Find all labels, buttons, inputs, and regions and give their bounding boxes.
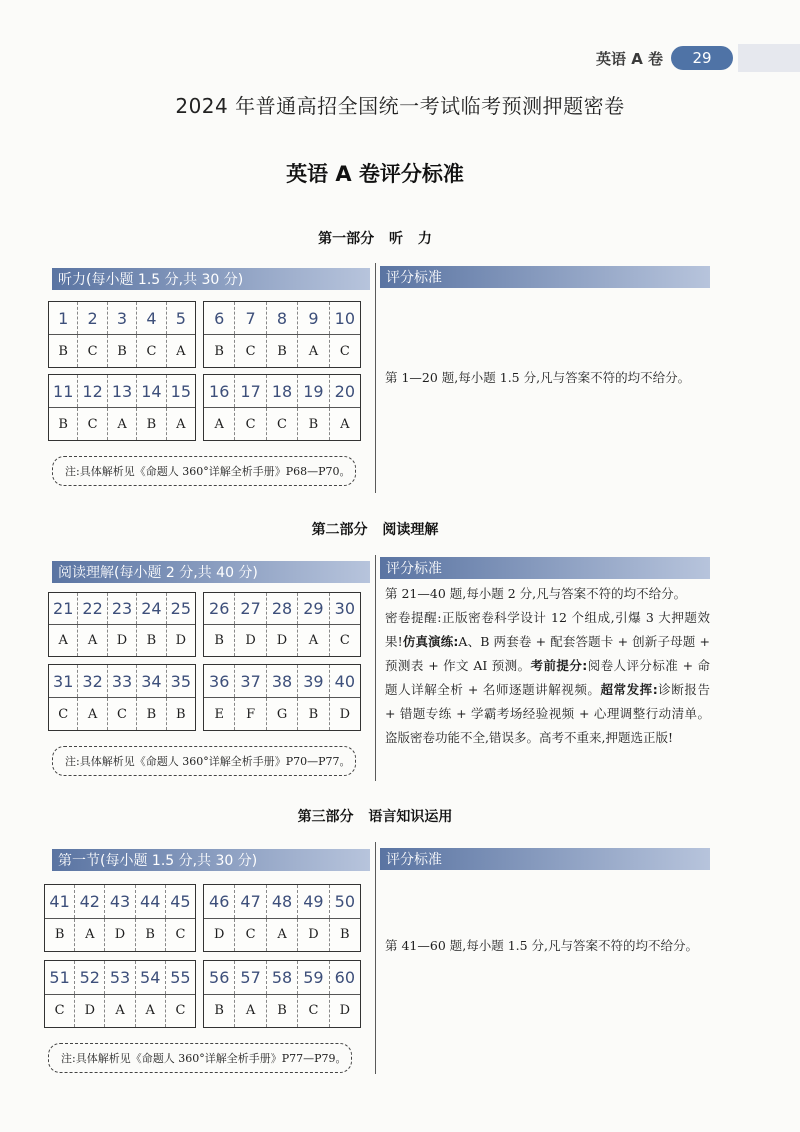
document-title: 英语 A 卷评分标准	[286, 162, 464, 186]
answer-letter: D	[74, 995, 104, 1028]
question-number: 37	[234, 665, 265, 697]
question-number: 18	[266, 375, 297, 407]
answer-letter: B	[297, 408, 328, 440]
question-number: 54	[135, 961, 165, 994]
answer-letter: D	[266, 625, 297, 656]
answer-box-6-10	[203, 301, 361, 368]
question-number: 47	[234, 885, 265, 918]
answer-letter: A	[297, 625, 328, 656]
answer-letter: C	[297, 995, 328, 1028]
question-number: 9	[297, 302, 328, 334]
answer-letter: A	[77, 698, 106, 730]
answer-letter: G	[266, 698, 297, 730]
answer-letter: B	[266, 995, 297, 1028]
question-number: 38	[266, 665, 297, 697]
answer-letter: A	[74, 919, 104, 952]
subject-label: 英语 A 卷	[596, 49, 664, 68]
part2-reference-note: 注:具体解析见《命题人 360°详解全析手册》P70—P77。	[52, 746, 356, 776]
promo-text: 密卷提醒:正版密卷科学设计 12 个组成,引爆 3 大押题效果!	[385, 610, 710, 649]
answer-letter: C	[58, 706, 69, 722]
answer-letter: A	[104, 995, 134, 1028]
part2-criteria-line: 第 21—40 题,每小题 2 分,凡与答案不符的均不给分。	[385, 586, 687, 601]
answer-letter: B	[297, 698, 328, 730]
question-number: 48	[266, 885, 297, 918]
answer-letter: B	[136, 698, 165, 730]
answer-letter: A	[166, 408, 195, 440]
question-number: 12	[77, 375, 106, 407]
question-number: 52	[74, 961, 104, 994]
answer-letter: C	[234, 408, 265, 440]
answer-letter: D	[329, 995, 360, 1028]
answer-letter: C	[165, 995, 195, 1028]
question-number: 15	[166, 375, 195, 407]
answer-box-26-30	[203, 592, 361, 657]
answer-letter: A	[234, 995, 265, 1028]
question-number: 45	[165, 885, 195, 918]
answer-letter: E	[214, 706, 224, 722]
answer-letter: D	[166, 625, 195, 656]
question-number: 32	[77, 665, 106, 697]
answer-letter: D	[213, 927, 225, 943]
answer-letter: A	[77, 625, 106, 656]
question-number: 57	[234, 961, 265, 994]
answer-letter: C	[266, 408, 297, 440]
question-number: 26	[209, 599, 230, 618]
question-number: 23	[107, 593, 136, 624]
promo-heading: 仿真演练:	[402, 634, 459, 649]
question-number: 13	[107, 375, 136, 407]
question-number: 34	[136, 665, 165, 697]
question-number: 49	[297, 885, 328, 918]
answer-letter: C	[165, 919, 195, 952]
answer-letter: D	[107, 625, 136, 656]
question-number: 7	[234, 302, 265, 334]
answer-letter: A	[297, 335, 328, 367]
question-number: 35	[166, 665, 195, 697]
part3-reference-note: 注:具体解析见《命题人 360°详解全析手册》P77—P79。	[48, 1043, 352, 1073]
question-number: 58	[266, 961, 297, 994]
answer-letter: B	[58, 416, 68, 432]
question-number: 27	[234, 593, 265, 624]
answer-letter: C	[107, 698, 136, 730]
question-number: 19	[297, 375, 328, 407]
question-number: 60	[329, 961, 360, 994]
answer-letter: B	[214, 343, 224, 359]
answer-letter: C	[234, 335, 265, 367]
answer-box-21-25	[48, 592, 196, 657]
question-number: 21	[53, 599, 74, 618]
answer-letter: D	[234, 625, 265, 656]
answer-box-16-20	[203, 374, 361, 441]
question-number: 16	[209, 381, 230, 401]
part1-criteria-text: 第 1—20 题,每小题 1.5 分,凡与答案不符的均不给分。	[385, 370, 691, 385]
answer-letter: A	[107, 408, 136, 440]
answer-box-46-50	[203, 884, 361, 952]
part2-criteria-bar: 评分标准	[380, 557, 710, 579]
part2-promo-paragraph	[385, 606, 710, 750]
part3-criteria-bar: 评分标准	[380, 848, 710, 870]
question-number: 33	[107, 665, 136, 697]
question-number: 59	[297, 961, 328, 994]
question-number: 40	[329, 665, 360, 697]
answer-box-56-60	[203, 960, 361, 1028]
page-number: 29	[671, 46, 733, 70]
answer-letter: B	[214, 633, 224, 648]
question-number: 55	[165, 961, 195, 994]
part2-criteria-text	[385, 582, 710, 750]
question-number: 50	[329, 885, 360, 918]
question-number: 51	[49, 967, 70, 987]
answer-letter: B	[54, 927, 65, 943]
part3-divider	[375, 842, 376, 1074]
question-number: 22	[77, 593, 106, 624]
question-number: 1	[58, 308, 69, 328]
answer-box-36-40	[203, 664, 361, 731]
answer-letter: B	[136, 408, 165, 440]
answer-letter: D	[104, 919, 134, 952]
answer-letter: B	[266, 335, 297, 367]
part3-criteria-text: 第 41—60 题,每小题 1.5 分,凡与答案不符的均不给分。	[385, 938, 699, 953]
question-number: 8	[266, 302, 297, 334]
promo-text: A、B 两套卷 + 配套答题卡 + 创新子母题 + 预测表 + 作文 AI 预测。	[385, 634, 710, 673]
question-number: 4	[136, 302, 165, 334]
answer-letter: C	[329, 625, 360, 656]
question-number: 28	[266, 593, 297, 624]
question-number: 44	[135, 885, 165, 918]
answer-letter: D	[329, 698, 360, 730]
question-number: 5	[166, 302, 195, 334]
answer-letter: F	[234, 698, 265, 730]
question-number: 43	[104, 885, 134, 918]
promo-heading: 考前提分:	[530, 658, 588, 673]
answer-box-11-15	[48, 374, 196, 441]
answer-letter: B	[166, 698, 195, 730]
part2-divider	[375, 555, 376, 781]
answer-box-51-55	[44, 960, 196, 1028]
question-number: 53	[104, 961, 134, 994]
answer-letter: C	[77, 335, 106, 367]
question-number: 20	[329, 375, 360, 407]
answer-letter: B	[136, 625, 165, 656]
part1-section-bar: 听力(每小题 1.5 分,共 30 分)	[52, 268, 370, 290]
answer-letter: A	[266, 919, 297, 952]
question-number: 17	[234, 375, 265, 407]
answer-letter: C	[234, 919, 265, 952]
question-number: 36	[209, 671, 230, 691]
question-number: 29	[297, 593, 328, 624]
question-number: 46	[209, 891, 230, 911]
answer-letter: B	[329, 919, 360, 952]
question-number: 41	[49, 891, 70, 911]
answer-letter: B	[107, 335, 136, 367]
answer-letter: A	[329, 408, 360, 440]
answer-letter: C	[77, 408, 106, 440]
answer-letter: C	[136, 335, 165, 367]
question-number: 42	[74, 885, 104, 918]
part1-divider	[375, 263, 376, 493]
promo-heading: 超常发挥:	[600, 682, 658, 697]
question-number: 39	[297, 665, 328, 697]
question-number: 10	[329, 302, 360, 334]
promo-text: 诊断报告 + 错题专练 + 学霸考场经验视频 + 心理调整行动清单。盗版密卷功能不全,错误多。高考不重来,押题选正版!	[385, 682, 710, 745]
question-number: 24	[136, 593, 165, 624]
answer-letter: D	[297, 919, 328, 952]
answer-box-1-5	[48, 301, 196, 368]
answer-letter: A	[58, 633, 68, 648]
answer-letter: C	[54, 1003, 65, 1019]
part1-reference-note: 注:具体解析见《命题人 360°详解全析手册》P68—P70。	[52, 456, 356, 486]
question-number: 30	[329, 593, 360, 624]
question-number: 11	[53, 381, 74, 401]
question-number: 25	[166, 593, 195, 624]
answer-box-41-45	[44, 884, 196, 952]
page-edge-strip	[738, 44, 800, 72]
question-number: 6	[214, 308, 225, 328]
answer-letter: A	[166, 335, 195, 367]
exam-title: 2024 年普通高招全国统一考试临考预测押题密卷	[175, 94, 625, 118]
promo-text: 阅卷人评分标准 + 命题人详解全析 + 名师逐题讲解视频。	[385, 658, 711, 697]
answer-box-31-35	[48, 664, 196, 731]
answer-letter: A	[135, 995, 165, 1028]
part3-section-bar: 第一节(每小题 1.5 分,共 30 分)	[52, 849, 370, 871]
question-number: 2	[77, 302, 106, 334]
question-number: 3	[107, 302, 136, 334]
part2-section-bar: 阅读理解(每小题 2 分,共 40 分)	[52, 561, 370, 583]
question-number: 31	[53, 671, 74, 691]
answer-letter: B	[214, 1003, 224, 1019]
part1-criteria-bar: 评分标准	[380, 266, 710, 288]
answer-letter: C	[329, 335, 360, 367]
page-header-tag	[596, 44, 733, 72]
answer-letter: A	[214, 416, 224, 432]
question-number: 14	[136, 375, 165, 407]
part2-heading: 第二部分 阅读理解	[311, 522, 439, 538]
answer-letter: B	[135, 919, 165, 952]
question-number: 56	[209, 967, 230, 987]
part1-heading: 第一部分 听 力	[318, 231, 432, 247]
part3-heading: 第三部分 语言知识运用	[297, 809, 453, 825]
answer-letter: B	[58, 343, 68, 359]
